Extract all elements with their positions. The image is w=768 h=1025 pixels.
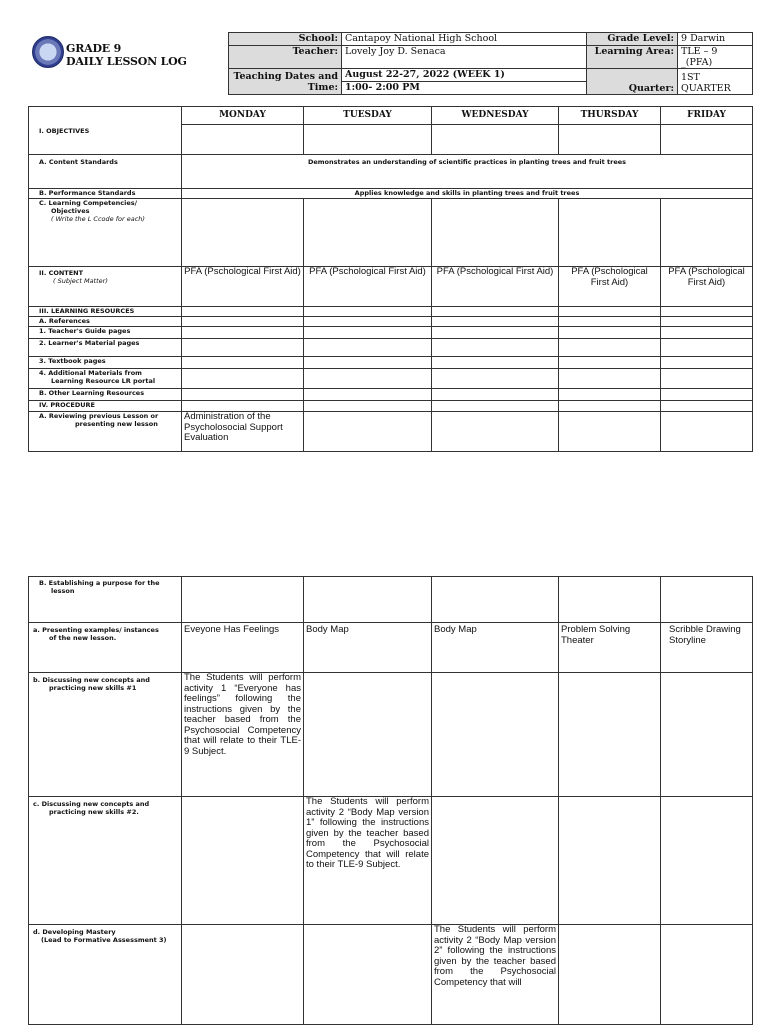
learners-material-label: 2. Learner's Material pages (29, 339, 182, 357)
content-standards-label: A. Content Standards (29, 155, 182, 189)
teachers-guide-wednesday (432, 327, 559, 339)
learners-material-tuesday (304, 339, 432, 357)
competencies-wednesday (432, 199, 559, 267)
discussing2-friday (661, 797, 753, 925)
content-friday: PFA (Pschological First Aid) (661, 267, 753, 307)
reviewing-tuesday (304, 412, 432, 452)
content-wednesday: PFA (Pschological First Aid) (432, 267, 559, 307)
grade-level-value: 9 Darwin (678, 33, 753, 46)
mastery-wednesday: The Students will perform activity 2 “Body Map version 2” following the instructions given by the teacher based from the Psychosocial Competency that will (432, 925, 559, 1025)
objectives-tuesday (304, 125, 432, 155)
presenting-monday: Eveyone Has Feelings (182, 623, 304, 673)
discussing-skills1-label (29, 673, 182, 797)
references-tuesday (304, 317, 432, 327)
other-resources-thursday (559, 389, 661, 401)
lesson-log-table-part2 (28, 576, 753, 1025)
textbook-tuesday (304, 357, 432, 369)
content-thursday: PFA (Pschological First Aid) (559, 267, 661, 307)
establishing-thursday (559, 577, 661, 623)
mastery-line2: (Lead to Formative Assessment 3) (41, 936, 167, 944)
references-thursday (559, 317, 661, 327)
content-label (29, 267, 182, 307)
deped-seal-logo (32, 36, 64, 68)
discussing1-line1: b. Discussing new concepts and (33, 676, 150, 684)
learners-material-friday (661, 339, 753, 357)
day-header-tuesday: TUESDAY (304, 107, 432, 125)
developing-mastery-label (29, 925, 182, 1025)
discussing1-friday (661, 673, 753, 797)
learners-material-monday (182, 339, 304, 357)
competencies-tuesday (304, 199, 432, 267)
learning-resources-tuesday (304, 307, 432, 317)
presenting-examples-label (29, 623, 182, 673)
performance-standards-label: B. Performance Standards (29, 189, 182, 199)
other-resources-label: B. Other Learning Resources (29, 389, 182, 401)
additional-materials-label (29, 369, 182, 389)
reviewing-line1: A. Reviewing previous Lesson or (39, 412, 159, 420)
school-label: School: (229, 33, 342, 46)
competencies-line2: Objectives (51, 207, 90, 215)
additional-materials-friday (661, 369, 753, 389)
teaching-dates-label-line2: Time: (307, 81, 338, 93)
learners-material-wednesday (432, 339, 559, 357)
textbook-monday (182, 357, 304, 369)
teacher-label: Teacher: (229, 46, 342, 69)
establishing-line2: lesson (51, 587, 75, 595)
discussing2-wednesday (432, 797, 559, 925)
other-resources-monday (182, 389, 304, 401)
procedure-label: IV. PROCEDURE (29, 401, 182, 412)
quarter-value (678, 69, 753, 95)
teachers-guide-tuesday (304, 327, 432, 339)
content-heading: II. CONTENT (39, 269, 84, 277)
competencies-friday (661, 199, 753, 267)
objectives-wednesday (432, 125, 559, 155)
presenting-tuesday: Body Map (304, 623, 432, 673)
learners-material-thursday (559, 339, 661, 357)
competencies-line3: ( Write the L Ccode for each) (51, 215, 145, 223)
establishing-purpose-label (29, 577, 182, 623)
learning-resources-wednesday (432, 307, 559, 317)
lesson-log-table-part1 (28, 106, 753, 452)
header-info-table (228, 32, 753, 95)
procedure-friday (661, 401, 753, 412)
grade-title: GRADE 9 (66, 42, 122, 55)
learning-competencies-label (29, 199, 182, 267)
reviewing-label (29, 412, 182, 452)
content-standards-text: Demonstrates an understanding of scientific practices in planting trees and fruit trees (182, 155, 753, 189)
establishing-line1: B. Establishing a purpose for the (39, 579, 160, 587)
quarter-value-text: 1ST QUARTER (681, 72, 731, 94)
teaching-dates-value: August 22-27, 2022 (WEEK 1) (342, 69, 587, 82)
teachers-guide-friday (661, 327, 753, 339)
discussing1-wednesday (432, 673, 559, 797)
additional-materials-monday (182, 369, 304, 389)
quarter-label: Quarter: (587, 69, 678, 95)
additional-materials-line1: 4. Additional Materials from (39, 369, 142, 377)
procedure-monday (182, 401, 304, 412)
textbook-label: 3. Textbook pages (29, 357, 182, 369)
day-header-wednesday: WEDNESDAY (432, 107, 559, 125)
day-header-monday: MONDAY (182, 107, 304, 125)
reviewing-monday: Administration of the Psycholosocial Support Evaluation (182, 412, 304, 452)
presenting-line1: a. Presenting examples/ instances (33, 626, 159, 634)
discussing2-line1: c. Discussing new concepts and (33, 800, 150, 808)
teachers-guide-thursday (559, 327, 661, 339)
textbook-friday (661, 357, 753, 369)
mastery-line1: d. Developing Mastery (33, 928, 116, 936)
learning-resources-friday (661, 307, 753, 317)
discussing2-thursday (559, 797, 661, 925)
discussing1-tuesday (304, 673, 432, 797)
mastery-thursday (559, 925, 661, 1025)
textbook-thursday (559, 357, 661, 369)
additional-materials-line2: Learning Resource LR portal (51, 377, 156, 385)
discussing2-line2: practicing new skills #2. (49, 808, 139, 816)
mastery-monday (182, 925, 304, 1025)
teachers-guide-label: 1. Teacher's Guide pages (29, 327, 182, 339)
procedure-thursday (559, 401, 661, 412)
discussing2-monday (182, 797, 304, 925)
mastery-friday (661, 925, 753, 1025)
competencies-thursday (559, 199, 661, 267)
references-monday (182, 317, 304, 327)
reviewing-thursday (559, 412, 661, 452)
establishing-tuesday (304, 577, 432, 623)
learning-area-label: Learning Area: (587, 46, 678, 69)
objectives-monday (182, 125, 304, 155)
references-label: A. References (29, 317, 182, 327)
establishing-friday (661, 577, 753, 623)
grade-level-label: Grade Level: (587, 33, 678, 46)
teaching-dates-label-line1: Teaching Dates and (233, 70, 338, 82)
procedure-wednesday (432, 401, 559, 412)
teachers-guide-monday (182, 327, 304, 339)
objectives-label: I. OBJECTIVES (29, 107, 182, 155)
content-monday: PFA (Pschological First Aid) (182, 267, 304, 307)
reviewing-line2: presenting new lesson (75, 420, 158, 428)
subject-matter-label: ( Subject Matter) (53, 277, 108, 285)
presenting-line2: of the new lesson. (49, 634, 117, 642)
daily-lesson-log-title: DAILY LESSON LOG (66, 55, 187, 68)
performance-standards-text: Applies knowledge and skills in planting trees and fruit trees (182, 189, 753, 199)
references-wednesday (432, 317, 559, 327)
additional-materials-tuesday (304, 369, 432, 389)
textbook-wednesday (432, 357, 559, 369)
day-header-thursday: THURSDAY (559, 107, 661, 125)
school-value: Cantapoy National High School (342, 33, 587, 46)
presenting-thursday: Problem Solving Theater (559, 623, 661, 673)
discussing1-thursday (559, 673, 661, 797)
presenting-wednesday: Body Map (432, 623, 559, 673)
document-title (66, 42, 187, 68)
reviewing-wednesday (432, 412, 559, 452)
other-resources-friday (661, 389, 753, 401)
learning-resources-label: III. LEARNING RESOURCES (29, 307, 182, 317)
objectives-friday (661, 125, 753, 155)
day-header-friday: FRIDAY (661, 107, 753, 125)
learning-area-value: TLE – 9 _(PFA) (678, 46, 753, 69)
learning-resources-monday (182, 307, 304, 317)
content-tuesday: PFA (Pschological First Aid) (304, 267, 432, 307)
discussing1-line2: practicing new skills #1 (49, 684, 137, 692)
teacher-value: Lovely Joy D. Senaca (342, 46, 587, 69)
discussing2-tuesday: The Students will perform activity 2 “Body Map version 1” following the instructions given by the teacher based from the Psychosocial Competency that will relate to their TLE-9 Subject. (304, 797, 432, 925)
other-resources-wednesday (432, 389, 559, 401)
other-resources-tuesday (304, 389, 432, 401)
references-friday (661, 317, 753, 327)
establishing-monday (182, 577, 304, 623)
learning-resources-thursday (559, 307, 661, 317)
competencies-monday (182, 199, 304, 267)
establishing-wednesday (432, 577, 559, 623)
discussing1-monday: The Students will perform activity 1 “Everyone has feelings” following the instructions given by the teacher based from the Psychosocial Competency that will relate to their TLE-9 Subject. (182, 673, 304, 797)
objectives-thursday (559, 125, 661, 155)
discussing-skills2-label (29, 797, 182, 925)
presenting-friday: Scribble Drawing Storyline (661, 623, 753, 673)
teaching-dates-label (229, 69, 342, 95)
time-value: 1:00- 2:00 PM (342, 82, 587, 95)
additional-materials-wednesday (432, 369, 559, 389)
competencies-line1: C. Learning Competencies/ (39, 199, 137, 207)
mastery-tuesday (304, 925, 432, 1025)
additional-materials-thursday (559, 369, 661, 389)
reviewing-friday (661, 412, 753, 452)
procedure-tuesday (304, 401, 432, 412)
